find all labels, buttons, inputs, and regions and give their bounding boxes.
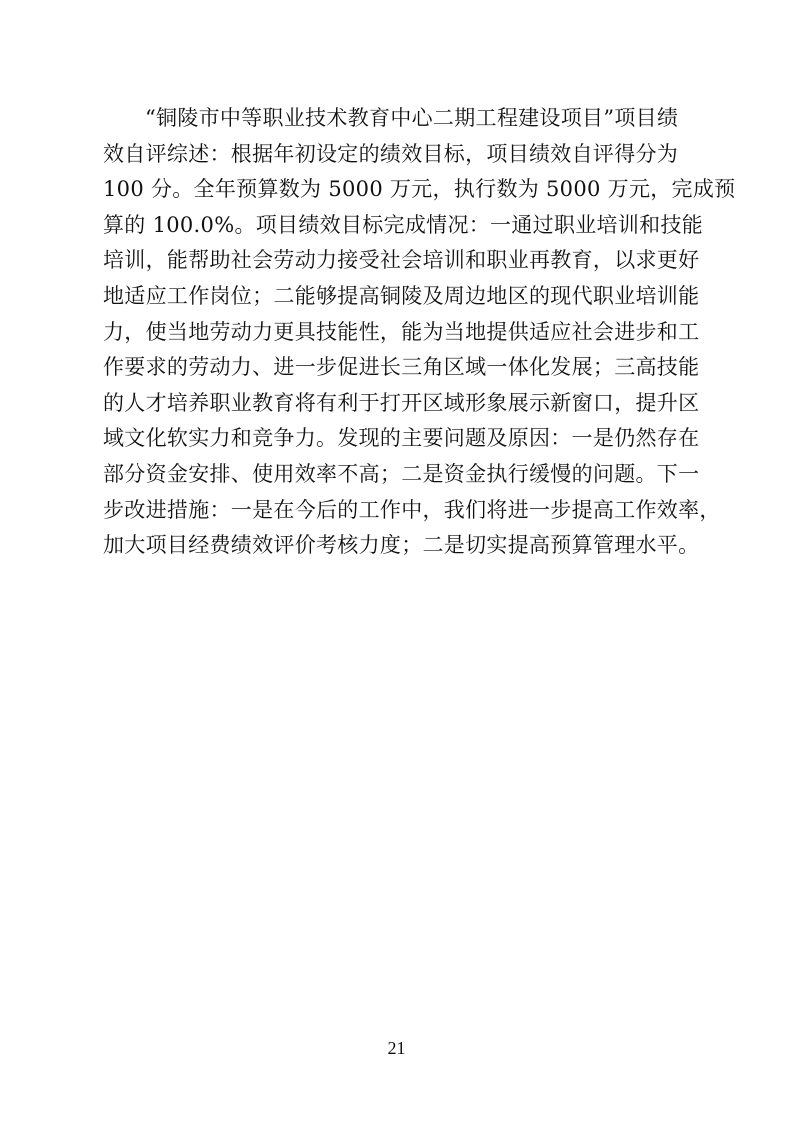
paragraph-line: 域文化软实力和竞争力。发现的主要问题及原因：一是仍然存在 bbox=[103, 426, 700, 451]
paragraph-line: 地适应工作岗位；二能够提高铜陵及周边地区的现代职业培训能 bbox=[103, 283, 700, 308]
paragraph-line: 效自评综述：根据年初设定的绩效目标，项目绩效自评得分为 bbox=[103, 141, 679, 166]
paragraph-line: 培训，能帮助社会劳动力接受社会培训和职业再教育，以求更好 bbox=[103, 248, 700, 273]
paragraph-line: 步改进措施：一是在今后的工作中，我们将进一步提高工作效率， bbox=[103, 497, 721, 522]
page-number: 21 bbox=[387, 1038, 406, 1058]
paragraph-line: 的人才培养职业教育将有利于打开区域形象展示新窗口，提升区 bbox=[103, 390, 700, 415]
paragraph-line: 部分资金安排、使用效率不高；二是资金执行缓慢的问题。下一 bbox=[103, 461, 700, 486]
paragraph bbox=[103, 101, 736, 564]
paragraph-line: 100 分。全年预算数为 5000 万元，执行数为 5000 万元，完成预 bbox=[103, 177, 736, 202]
paragraph-line: 力，使当地劳动力更具技能性，能为当地提供适应社会进步和工 bbox=[103, 319, 700, 344]
paragraph-line: 加大项目经费绩效评价考核力度；二是切实提高预算管理水平。 bbox=[103, 533, 700, 558]
paragraph-line: 作要求的劳动力、进一步促进长三角区域一体化发展；三高技能 bbox=[103, 355, 700, 380]
paragraph-line: 算的 100.0%。项目绩效目标完成情况：一通过职业培训和技能 bbox=[103, 212, 704, 237]
paragraph-line: “铜陵市中等职业技术教育中心二期工程建设项目”项目绩 bbox=[145, 106, 679, 130]
